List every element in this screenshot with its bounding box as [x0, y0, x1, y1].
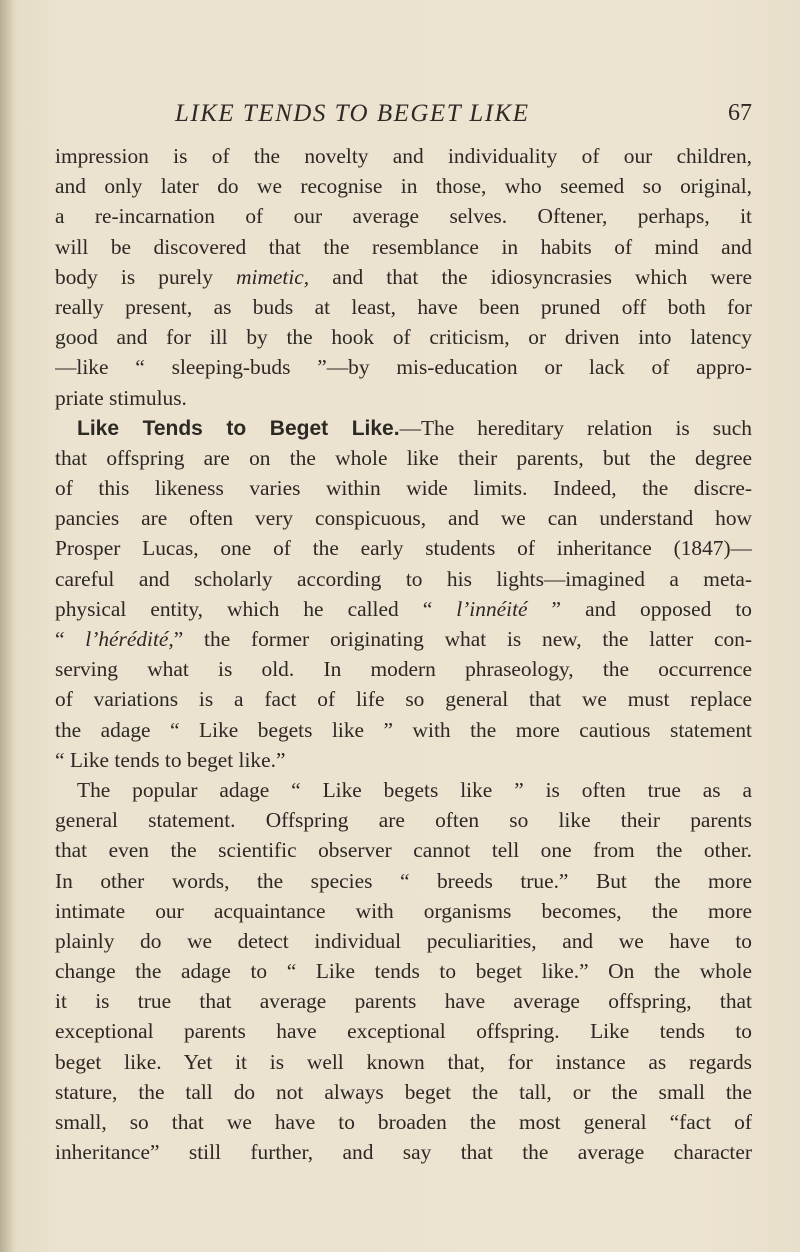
text-run: really present, as buds at least, have been pruned off both for [55, 294, 752, 319]
text-line [55, 956, 752, 986]
page-number: 67 [728, 100, 752, 126]
text-line [55, 835, 752, 865]
text-line [55, 1107, 752, 1137]
text-run: plainly do we detect individual peculiarities, and we have to [55, 928, 752, 953]
text-run: it is true that average parents have average offspring, that [55, 989, 752, 1014]
text-line [55, 1077, 752, 1107]
text-line [55, 564, 752, 594]
text-run: beget like. Yet it is well known that, for instance as regards [55, 1049, 752, 1074]
text-run: a re-incarnation of our average selves. Oftener, perhaps, it [55, 204, 752, 229]
text-run: inheritance” still further, and say that the average character [55, 1140, 752, 1165]
body-text [55, 141, 752, 1167]
text-run: change the adage to “ Like tends to beget like.” On the whole [55, 959, 752, 984]
text-line [55, 473, 752, 503]
text-line [55, 1016, 752, 1046]
text-run: and that the idiosyncrasies which were [309, 264, 752, 289]
text-run: and only later do we recognise in those, who seemed so original, [55, 174, 752, 199]
text-line [55, 654, 752, 684]
text-line [55, 201, 752, 231]
running-title: LIKE TENDS TO BEGET LIKE [175, 100, 530, 127]
text-line [55, 866, 752, 896]
text-line [55, 775, 752, 805]
text-run: of this likeness varies within wide limits. Indeed, the discre- [55, 476, 752, 501]
text-run: of variations is a fact of life so general that we must replace [55, 687, 752, 712]
text-line [55, 262, 752, 292]
text-line [55, 1047, 752, 1077]
text-run: will be discovered that the resemblance in habits of mind and [55, 234, 752, 259]
text-run: general statement. Offspring are often so like their parents [55, 808, 752, 833]
text-run: —like “ sleeping-buds ”—by mis-education or lack of appro- [55, 355, 752, 380]
text-run: priate stimulus. [55, 385, 187, 410]
text-line [55, 715, 752, 745]
text-line [55, 232, 752, 262]
text-line [55, 322, 752, 352]
text-run: good and for ill by the hook of criticism, or driven into latency [55, 325, 752, 350]
italic-text: mimetic, [236, 264, 310, 289]
text-line [55, 896, 752, 926]
text-run: physical entity, which he called “ [55, 596, 457, 621]
text-line [55, 745, 752, 775]
section-heading: Like Tends to Beget Like. [77, 416, 400, 440]
italic-text: l’innéité [456, 596, 528, 621]
text-run: that even the scientific observer cannot tell one from the other. [55, 838, 752, 863]
text-run: careful and scholarly according to his lights—imagined a meta- [55, 566, 752, 591]
text-line [55, 1137, 752, 1167]
text-run: body is purely [55, 264, 237, 289]
text-run: small, so that we have to broaden the most general “fact of [55, 1110, 752, 1134]
text-run: ” and opposed to [527, 596, 752, 621]
text-line [55, 533, 752, 563]
text-run: stature, the tall do not always beget the tall, or the small the [55, 1079, 752, 1104]
text-line [55, 986, 752, 1016]
text-line [55, 805, 752, 835]
page-gutter [0, 0, 14, 1252]
italic-text: l’hérédité, [85, 627, 174, 651]
text-run: that offspring are on the whole like their parents, but the degree [55, 445, 752, 470]
text-run: “ Like tends to beget like.” [55, 747, 286, 772]
text-line [55, 292, 752, 322]
text-run: —The hereditary relation is such [399, 415, 752, 440]
text-run: serving what is old. In modern phraseology, the occurrence [55, 657, 752, 682]
text-run: impression is of the novelty and individuality of our children, [55, 144, 752, 168]
text-line [55, 594, 752, 624]
page-header [55, 100, 752, 136]
text-run: the adage “ Like begets like ” with the more cautious statement [55, 717, 752, 742]
text-run: ” the former originating what is new, the latter con- [173, 627, 752, 651]
text-line [55, 624, 752, 654]
text-run: The popular adage “ Like begets like ” is often true as a [77, 777, 752, 802]
text-line [55, 926, 752, 956]
text-line [55, 141, 752, 171]
text-run: In other words, the species “ breeds true.” But the more [55, 868, 752, 893]
text-line [55, 684, 752, 714]
text-run: Prosper Lucas, one of the early students of inheritance (1847)— [55, 536, 752, 561]
text-run: intimate our acquaintance with organisms becomes, the more [55, 898, 752, 923]
text-line [55, 352, 752, 382]
text-line [55, 171, 752, 201]
text-line [55, 503, 752, 533]
text-line [55, 443, 752, 473]
text-line [55, 413, 752, 443]
text-run: “ [55, 627, 86, 651]
text-run: exceptional parents have exceptional offspring. Like tends to [55, 1019, 752, 1044]
text-line [55, 383, 752, 413]
text-run: pancies are often very conspicuous, and we can understand how [55, 506, 752, 531]
